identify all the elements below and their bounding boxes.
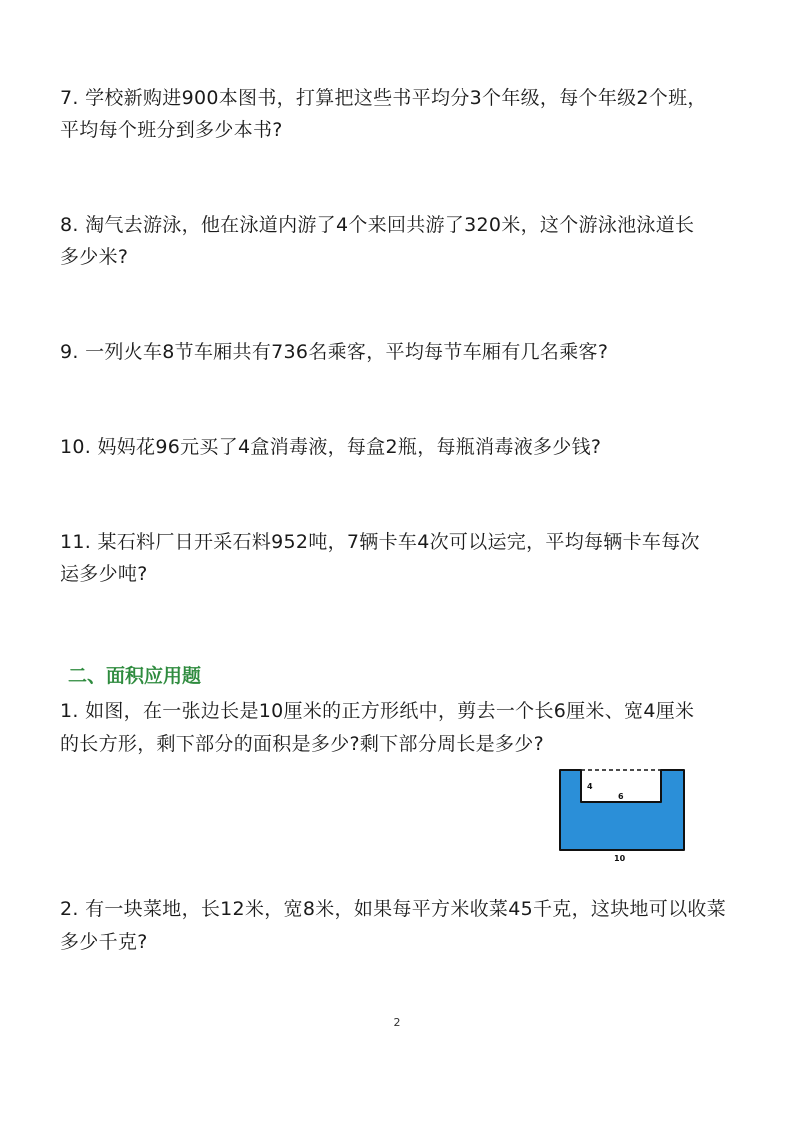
question-9-line-1: 9. 一列火车8节车厢共有736名乘客，平均每节车厢有几名乘客?	[60, 341, 609, 363]
question-7-line-1: 7. 学校新购进900本图书，打算把这些书平均分3个年级，每个年级2个班，	[60, 87, 707, 109]
question-10-line-1: 10. 妈妈花96元买了4盒消毒液，每盒2瓶，每瓶消毒液多少钱?	[60, 436, 602, 458]
page-number: 2	[393, 1016, 401, 1029]
cutout-width-label: 6	[618, 792, 624, 801]
area-question-2-line-2: 多少千克?	[60, 931, 148, 953]
section-title-area-problems: 二、面积应用题	[68, 665, 202, 687]
question-11-line-2: 运多少吨?	[60, 563, 148, 585]
square-side-label: 10	[614, 854, 626, 863]
question-11-line-1: 11. 某石料厂日开采石料952吨，7辆卡车4次可以运完，平均每辆卡车每次	[60, 531, 700, 553]
question-8-line-2: 多少米?	[60, 246, 129, 268]
area-question-1-line-1: 1. 如图，在一张边长是10厘米的正方形纸中，剪去一个长6厘米、宽4厘米	[60, 700, 695, 722]
area-question-1-line-2: 的长方形，剩下部分的面积是多少?剩下部分周长是多少?	[60, 733, 544, 755]
cutout-height-label: 4	[587, 782, 593, 791]
question-7-line-2: 平均每个班分到多少本书?	[60, 119, 283, 141]
remaining-paper-shape	[560, 770, 684, 850]
question-8-line-1: 8. 淘气去游泳，他在泳道内游了4个来回共游了320米，这个游泳池泳道长	[60, 214, 695, 236]
area-question-2-line-1: 2. 有一块菜地，长12米，宽8米，如果每平方米收菜45千克，这块地可以收菜	[60, 898, 727, 920]
square-with-cutout-figure	[558, 768, 688, 864]
